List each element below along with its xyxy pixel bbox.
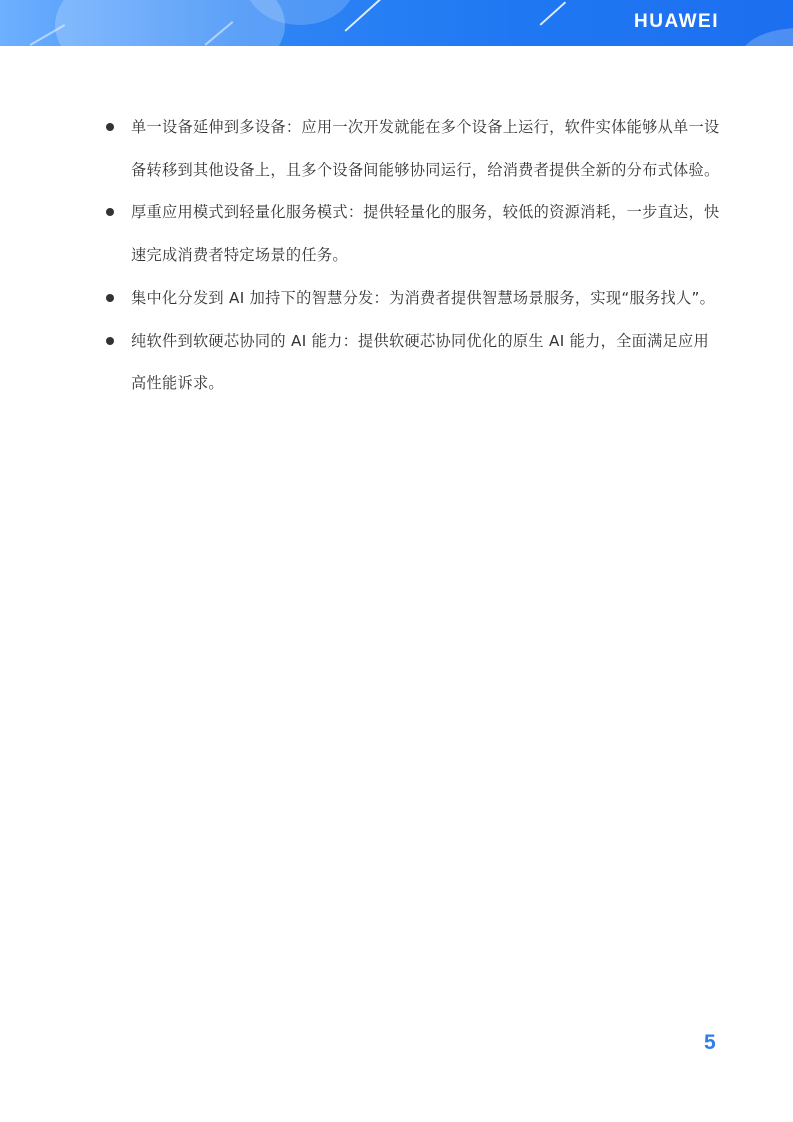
huawei-logo: HUAWEI xyxy=(634,11,719,32)
bullet-icon xyxy=(106,123,114,131)
header-decoration-line xyxy=(539,1,565,25)
list-item xyxy=(104,277,724,320)
bullet-icon xyxy=(106,208,114,216)
page-number: 5 xyxy=(704,1031,716,1054)
list-item xyxy=(104,191,724,276)
list-item xyxy=(104,106,724,191)
page-header-banner xyxy=(0,0,793,46)
list-item-text: 集中化分发到 AI 加持下的智慧分发：为消费者提供智慧场景服务，实现“服务找人”。 xyxy=(131,288,716,307)
list-item-text: 厚重应用模式到轻量化服务模式：提供轻量化的服务，较低的资源消耗，一步直达，快速完成消费者特定场景的任务。 xyxy=(131,203,720,265)
list-item-text: 纯软件到软硬芯协同的 AI 能力：提供软硬芯协同优化的原生 AI 能力，全面满足应用高性能诉求。 xyxy=(131,331,710,393)
list-item-text: 单一设备延伸到多设备：应用一次开发就能在多个设备上运行，软件实体能够从单一设备转移到其他设备上，且多个设备间能够协同运行，给消费者提供全新的分布式体验。 xyxy=(131,118,720,179)
header-decoration-circle xyxy=(740,28,793,46)
bullet-list xyxy=(104,106,724,405)
bullet-icon xyxy=(106,294,114,302)
bullet-icon xyxy=(106,337,114,345)
list-item xyxy=(104,320,724,405)
header-decoration-line xyxy=(344,0,381,31)
header-decoration-circle xyxy=(55,0,285,46)
